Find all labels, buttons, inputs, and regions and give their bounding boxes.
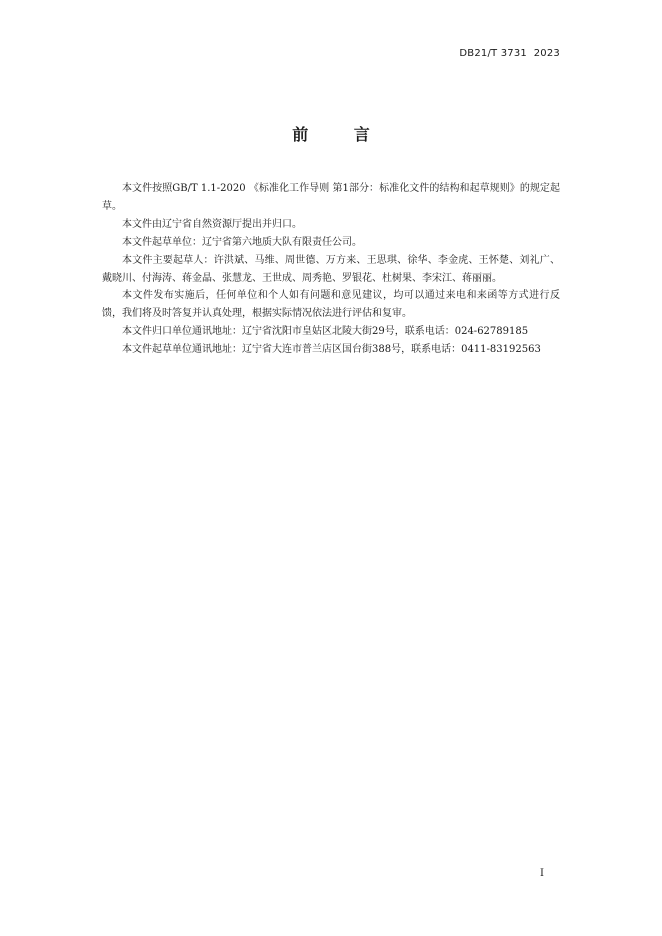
page-title: 前 言	[292, 125, 390, 144]
paragraph-drafter-address: 本文件起草单位通讯地址：辽宁省大连市普兰店区国台街388号，联系电话：0411-83192563	[122, 344, 541, 356]
paragraph-drafting-unit: 本文件起草单位：辽宁省第六地质大队有限责任公司。	[122, 236, 362, 248]
paragraph-drafters: 本文件主要起草人：许洪斌、马维、周世德、万方来、王思琪、徐华、李金虎、王怀楚、刘礼广、戴晓川、付海涛、蒋金晶、张慧龙、王世成、周秀艳、罗银花、杜树果、李宋江、蒋丽丽。	[102, 254, 560, 284]
page-number: I	[540, 868, 544, 879]
foreword-body	[102, 180, 560, 359]
paragraph-administrator-address: 本文件归口单位通讯地址：辽宁省沈阳市皇姑区北陵大街29号，联系电话：024-62789185	[122, 326, 529, 338]
paragraph-proposer: 本文件由辽宁省自然资源厅提出并归口。	[122, 218, 302, 230]
paragraph-drafting-rules: 本文件按照GB/T 1.1-2020 《标准化工作导则 第1部分：标准化文件的结构和起草规则》的规定起草。	[102, 183, 560, 212]
document-code: DB21/T 3731 2023	[459, 48, 560, 59]
paragraph-feedback: 本文件发布实施后，任何单位和个人如有问题和意见建议，均可以通过来电和来函等方式进行反馈，我们将及时答复并认真处理，根据实际情况依法进行评估和复审。	[102, 290, 560, 320]
